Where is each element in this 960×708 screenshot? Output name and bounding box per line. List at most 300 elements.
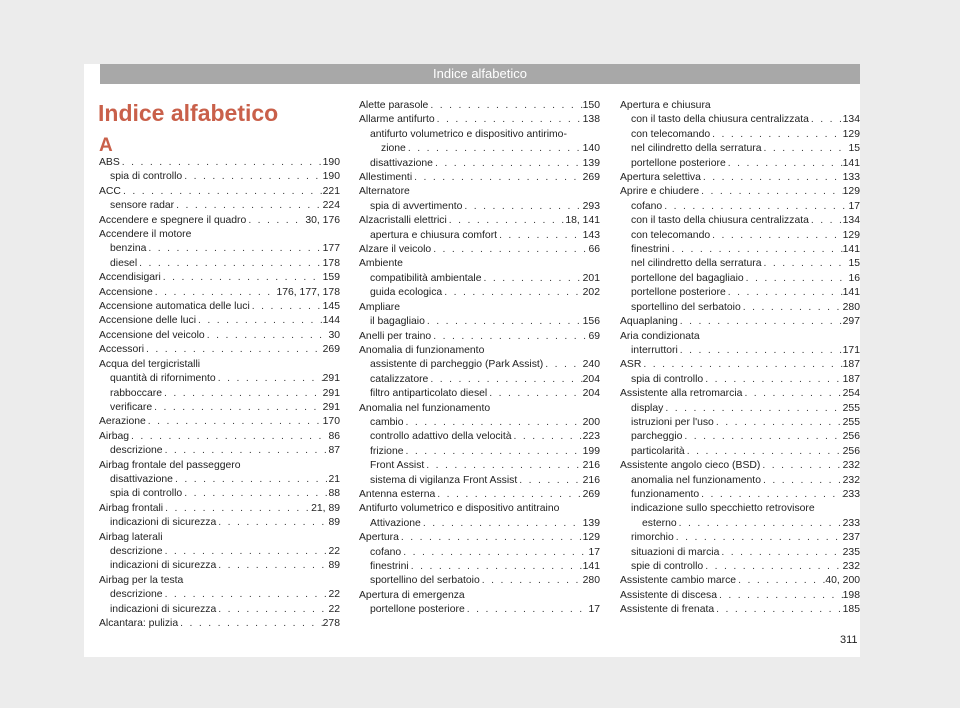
dot-leader xyxy=(701,171,843,185)
index-entry xyxy=(359,257,600,271)
dot-leader xyxy=(726,157,843,171)
entry-page-ref: 88 xyxy=(328,488,340,500)
index-entry xyxy=(359,402,600,416)
dot-leader xyxy=(246,214,305,228)
index-entry xyxy=(359,330,600,344)
index-entry xyxy=(359,301,600,315)
dot-leader xyxy=(162,387,323,401)
entry-page-ref: 185 xyxy=(842,604,860,616)
entry-page-ref: 87 xyxy=(328,445,340,457)
entry-term: guida ecologica xyxy=(370,287,443,299)
dot-leader xyxy=(163,502,311,516)
dot-leader xyxy=(678,315,843,329)
dot-leader xyxy=(714,603,843,617)
dot-leader xyxy=(435,113,583,127)
dot-leader xyxy=(717,589,843,603)
dot-leader xyxy=(196,314,323,328)
entry-page-ref: 269 xyxy=(322,344,340,356)
entry-term: Alternatore xyxy=(359,186,410,198)
index-entry xyxy=(99,343,340,357)
entry-term: il bagagliaio xyxy=(370,316,425,328)
entry-page-ref: 86 xyxy=(328,430,340,442)
index-subentry xyxy=(359,459,600,473)
index-subentry xyxy=(620,474,860,488)
entry-term: portellone posteriore xyxy=(370,604,465,616)
index-subentry xyxy=(359,574,600,588)
index-entry xyxy=(359,185,600,199)
entry-term: zione xyxy=(381,143,406,155)
entry-term: portellone del bagagliaio xyxy=(631,272,744,284)
entry-term: Accensione xyxy=(99,286,153,298)
dot-leader xyxy=(424,459,582,473)
dot-leader xyxy=(421,517,583,531)
entry-term: istruzioni per l'uso xyxy=(631,416,714,428)
entry-page-ref: 224 xyxy=(322,200,340,212)
entry-term: nel cilindretto della serratura xyxy=(631,258,762,270)
index-entry xyxy=(99,228,340,242)
entry-term: verificare xyxy=(110,401,153,413)
entry-term: Ampliare xyxy=(359,301,400,313)
entry-term: Aria condizionata xyxy=(620,330,700,342)
entry-term: cofano xyxy=(370,546,402,558)
dot-leader xyxy=(153,286,277,300)
index-entry xyxy=(99,502,340,516)
index-entry xyxy=(99,531,340,545)
index-entry xyxy=(359,171,600,185)
entry-page-ref: 233 xyxy=(842,488,860,500)
entry-term: Aprire e chiudere xyxy=(620,186,700,198)
entry-term: parcheggio xyxy=(631,431,683,443)
index-entry xyxy=(99,358,340,372)
index-subentry xyxy=(620,430,860,444)
entry-term: Airbag frontale del passeggero xyxy=(99,459,241,471)
dot-leader xyxy=(543,358,582,372)
dot-leader xyxy=(699,488,842,502)
entry-term: Ambiente xyxy=(359,258,403,270)
entry-term: descrizione xyxy=(110,545,163,557)
entry-term: Accensione automatica delle luci xyxy=(99,301,250,313)
index-subentry xyxy=(359,603,600,617)
dot-leader xyxy=(487,387,582,401)
entry-page-ref: 140 xyxy=(582,143,600,155)
entry-page-ref: 293 xyxy=(582,200,600,212)
dot-leader xyxy=(404,445,583,459)
dot-leader xyxy=(703,560,842,574)
dot-leader xyxy=(431,243,588,257)
index-entry xyxy=(620,603,860,617)
entry-page-ref: 22 xyxy=(328,545,340,557)
index-subentry xyxy=(359,373,600,387)
entry-term: descrizione xyxy=(110,589,163,601)
index-entry xyxy=(99,185,340,199)
index-entry xyxy=(359,99,600,113)
index-entry xyxy=(359,344,600,358)
index-subentry xyxy=(359,517,600,531)
entry-term: Accendere il motore xyxy=(99,229,192,241)
dot-leader xyxy=(809,214,843,228)
dot-leader xyxy=(182,487,328,501)
index-subentry xyxy=(359,128,600,142)
index-subentry xyxy=(620,128,860,142)
entry-term: sportellino del serbatoio xyxy=(631,301,741,313)
entry-term: Assistente di discesa xyxy=(620,589,718,601)
index-subentry xyxy=(359,272,600,286)
dot-leader xyxy=(401,546,588,560)
entry-term: cambio xyxy=(370,416,404,428)
index-entry xyxy=(99,214,340,228)
index-subentry xyxy=(620,286,860,300)
dot-leader xyxy=(682,430,842,444)
dot-leader xyxy=(736,574,825,588)
dot-leader xyxy=(137,257,323,271)
entry-page-ref: 200 xyxy=(582,416,600,428)
entry-page-ref: 134 xyxy=(842,114,860,126)
dot-leader xyxy=(497,229,583,243)
entry-page-ref: 15 xyxy=(848,143,860,155)
entry-term: Apertura selettiva xyxy=(620,172,701,184)
entry-term: ABS xyxy=(99,157,120,168)
entry-term: Assistente alla retromarcia xyxy=(620,388,743,400)
index-entry xyxy=(620,459,860,473)
dot-leader xyxy=(431,330,588,344)
dot-leader xyxy=(744,272,849,286)
dot-leader xyxy=(641,358,842,372)
entry-term: spia di avvertimento xyxy=(370,200,463,212)
entry-term: disattivazione xyxy=(370,157,433,169)
entry-term: Alzacristalli elettrici xyxy=(359,215,447,227)
index-subentry xyxy=(620,344,860,358)
entry-page-ref: 177 xyxy=(322,243,340,255)
index-subentry xyxy=(620,531,860,545)
index-entry xyxy=(99,574,340,588)
entry-page-ref: 16 xyxy=(848,272,860,284)
index-subentry xyxy=(620,502,860,516)
dot-leader xyxy=(760,459,842,473)
entry-term: indicazioni di sicurezza xyxy=(110,517,217,529)
dot-leader xyxy=(435,488,582,502)
dot-leader xyxy=(809,113,843,127)
index-subentry xyxy=(99,516,340,530)
entry-page-ref: 255 xyxy=(842,402,860,414)
entry-page-ref: 17 xyxy=(848,200,860,212)
dot-leader xyxy=(428,373,582,387)
index-subentry xyxy=(359,387,600,401)
entry-term: sensore radar xyxy=(110,200,175,212)
index-subentry xyxy=(359,286,600,300)
entry-term: Accensione del veicolo xyxy=(99,329,205,341)
entry-page-ref: 30, 176 xyxy=(305,214,340,226)
dot-leader xyxy=(412,171,583,185)
entry-term: Apertura di emergenza xyxy=(359,589,465,601)
dot-leader xyxy=(678,344,843,358)
entry-page-ref: 291 xyxy=(322,401,340,413)
index-subentry xyxy=(359,416,600,430)
entry-term: sistema di vigilanza Front Assist xyxy=(370,474,518,486)
index-entry xyxy=(620,358,860,372)
entry-page-ref: 89 xyxy=(328,517,340,529)
index-subentry xyxy=(620,157,860,171)
entry-term: Aquaplaning xyxy=(620,316,678,328)
entry-term: descrizione xyxy=(110,445,163,457)
entry-page-ref: 223 xyxy=(582,431,600,443)
entry-page-ref: 291 xyxy=(322,373,340,385)
entry-term: anomalia nel funzionamento xyxy=(631,474,761,486)
dot-leader xyxy=(719,546,842,560)
dot-leader xyxy=(741,301,843,315)
index-subentry xyxy=(620,517,860,531)
index-subentry xyxy=(620,257,860,271)
index-subentry xyxy=(620,301,860,315)
index-entry xyxy=(99,271,340,285)
entry-term: spia di controllo xyxy=(110,171,183,183)
index-subentry xyxy=(99,545,340,559)
entry-term: Assistente angolo cieco (BSD) xyxy=(620,460,761,472)
entry-page-ref: 141 xyxy=(842,244,860,256)
entry-page-ref: 198 xyxy=(842,589,860,601)
dot-leader xyxy=(161,271,323,285)
dot-leader xyxy=(174,199,323,213)
entry-page-ref: 170 xyxy=(322,416,340,428)
entry-page-ref: 233 xyxy=(842,517,860,529)
page-title: Indice alfabetico xyxy=(98,100,279,126)
dot-leader xyxy=(163,444,329,458)
entry-term: finestrini xyxy=(631,244,670,256)
dot-leader xyxy=(163,588,329,602)
entry-term: particolarità xyxy=(631,445,685,457)
index-entry xyxy=(99,329,340,343)
dot-leader xyxy=(173,473,328,487)
entry-page-ref: 256 xyxy=(842,431,860,443)
entry-page-ref: 204 xyxy=(582,373,600,385)
dot-leader xyxy=(121,185,323,199)
index-entry xyxy=(99,459,340,473)
entry-page-ref: 133 xyxy=(842,172,860,184)
dot-leader xyxy=(710,229,843,243)
running-header: Indice alfabetico xyxy=(100,64,860,84)
index-entry xyxy=(359,214,600,228)
index-subentry xyxy=(620,229,860,243)
entry-page-ref: 89 xyxy=(328,560,340,572)
entry-page-ref: 30 xyxy=(328,329,340,341)
index-subentry xyxy=(359,315,600,329)
dot-leader xyxy=(425,315,583,329)
entry-page-ref: 232 xyxy=(842,561,860,572)
entry-page-ref: 69 xyxy=(588,330,600,342)
index-entry xyxy=(359,488,600,502)
entry-page-ref: 291 xyxy=(322,387,340,399)
entry-term: Acqua del tergicristalli xyxy=(99,358,201,370)
dot-leader xyxy=(462,200,582,214)
index-entry xyxy=(620,185,860,199)
index-entry xyxy=(99,300,340,314)
entry-term: Aerazione xyxy=(99,416,146,428)
entry-term: rimorchio xyxy=(631,532,674,544)
entry-page-ref: 178 xyxy=(322,257,340,269)
entry-page-ref: 18, 141 xyxy=(565,215,600,227)
entry-term: Accensione delle luci xyxy=(99,315,197,327)
entry-term: rabboccare xyxy=(110,387,162,399)
entry-term: Airbag xyxy=(99,430,130,442)
dot-leader xyxy=(726,286,843,300)
entry-term: Airbag laterali xyxy=(99,531,163,543)
entry-page-ref: 187 xyxy=(842,359,860,371)
entry-page-ref: 190 xyxy=(322,157,340,168)
index-subentry xyxy=(99,487,340,501)
entry-page-ref: 240 xyxy=(582,359,600,371)
index-subentry xyxy=(359,229,600,243)
entry-page-ref: 139 xyxy=(582,517,600,529)
entry-term: catalizzatore xyxy=(370,373,429,385)
dot-leader xyxy=(406,142,583,156)
entry-term: Apertura e chiusura xyxy=(620,100,711,111)
entry-term: esterno xyxy=(642,517,677,529)
entry-term: Anomalia nel funzionamento xyxy=(359,402,491,414)
index-entry xyxy=(99,415,340,429)
dot-leader xyxy=(465,603,589,617)
index-subentry xyxy=(99,444,340,458)
page-number: 311 xyxy=(840,634,858,646)
dot-leader xyxy=(674,531,843,545)
entry-term: spia di controllo xyxy=(110,488,183,500)
dot-leader xyxy=(163,545,329,559)
dot-leader xyxy=(129,430,328,444)
entry-page-ref: 278 xyxy=(322,618,340,629)
entry-page-ref: 141 xyxy=(842,157,860,169)
entry-page-ref: 176, 177, 178 xyxy=(276,286,340,298)
index-entry xyxy=(99,617,340,631)
entry-term: Alcantara: pulizia xyxy=(99,618,179,629)
entry-term: Antifurto volumetrico e dispositivo antitraino xyxy=(359,503,560,515)
index-entry xyxy=(359,531,600,545)
index-entry xyxy=(620,574,860,588)
dot-leader xyxy=(152,401,323,415)
index-subentry xyxy=(620,214,860,228)
entry-page-ref: 21 xyxy=(328,473,340,485)
index-entry xyxy=(359,589,600,603)
entry-term: filtro antiparticolato diesel xyxy=(370,388,488,400)
index-entry xyxy=(359,502,600,516)
entry-term: Accendere e spegnere il quadro xyxy=(99,214,247,226)
entry-page-ref: 129 xyxy=(842,229,860,241)
entry-term: Apertura xyxy=(359,532,399,544)
index-subentry xyxy=(99,199,340,213)
entry-term: Assistente cambio marce xyxy=(620,575,737,587)
entry-term: compatibilità ambientale xyxy=(370,272,482,284)
entry-term: assistente di parcheggio (Park Assist) xyxy=(370,359,544,371)
entry-term: Accendisigari xyxy=(99,272,161,284)
dot-leader xyxy=(512,430,583,444)
index-column-1 xyxy=(99,156,340,631)
dot-leader xyxy=(703,373,842,387)
entry-page-ref: 17 xyxy=(588,546,600,558)
entry-page-ref: 221 xyxy=(322,185,340,197)
entry-term: Assistente di frenata xyxy=(620,604,715,616)
dot-leader xyxy=(216,559,328,573)
dot-leader xyxy=(216,516,328,530)
entry-page-ref: 141 xyxy=(842,287,860,299)
entry-page-ref: 138 xyxy=(582,114,600,126)
entry-term: indicazione sullo specchietto retrovisore xyxy=(631,503,815,515)
index-column-3 xyxy=(620,99,860,618)
index-subentry xyxy=(620,445,860,459)
entry-term: indicazioni di sicurezza xyxy=(110,603,217,615)
index-subentry xyxy=(620,373,860,387)
entry-term: controllo adattivo della velocità xyxy=(370,431,512,443)
entry-page-ref: 22 xyxy=(328,603,340,615)
entry-page-ref: 129 xyxy=(842,128,860,140)
entry-term: indicazioni di sicurezza xyxy=(110,560,217,572)
entry-term: con telecomando xyxy=(631,128,711,140)
index-subentry xyxy=(359,546,600,560)
entry-term: Anelli per traino xyxy=(359,330,432,342)
entry-term: Anomalia di funzionamento xyxy=(359,344,485,356)
dot-leader xyxy=(481,272,582,286)
entry-term: Airbag frontali xyxy=(99,502,164,514)
index-entry xyxy=(620,315,860,329)
dot-leader xyxy=(517,474,582,488)
entry-page-ref: 156 xyxy=(582,316,600,328)
dot-leader xyxy=(144,343,323,357)
index-entry xyxy=(359,243,600,257)
entry-page-ref: 201 xyxy=(582,272,600,284)
dot-leader xyxy=(216,372,323,386)
index-subentry xyxy=(99,170,340,184)
index-subentry xyxy=(99,242,340,256)
entry-page-ref: 256 xyxy=(842,445,860,457)
dot-leader xyxy=(442,286,582,300)
entry-term: finestrini xyxy=(370,561,409,572)
entry-page-ref: 204 xyxy=(582,388,600,400)
entry-page-ref: 216 xyxy=(582,460,600,472)
entry-page-ref: 143 xyxy=(582,229,600,241)
entry-page-ref: 280 xyxy=(582,575,600,587)
index-entry xyxy=(620,99,860,113)
dot-leader xyxy=(404,416,583,430)
entry-page-ref: 134 xyxy=(842,215,860,227)
entry-page-ref: 269 xyxy=(582,488,600,500)
index-subentry xyxy=(99,401,340,415)
index-entry xyxy=(359,113,600,127)
entry-term: Antenna esterna xyxy=(359,488,436,500)
section-letter: A xyxy=(99,135,113,156)
entry-term: con il tasto della chiusura centralizzata xyxy=(631,114,809,126)
dot-leader xyxy=(480,574,583,588)
entry-page-ref: 280 xyxy=(842,301,860,313)
entry-page-ref: 17 xyxy=(588,604,600,616)
entry-term: interruttori xyxy=(631,344,678,356)
index-subentry xyxy=(359,445,600,459)
index-entry xyxy=(99,430,340,444)
index-subentry xyxy=(99,387,340,401)
entry-page-ref: 269 xyxy=(582,172,600,184)
entry-page-ref: 144 xyxy=(322,315,340,327)
entry-term: diesel xyxy=(110,257,138,269)
entry-page-ref: 139 xyxy=(582,157,600,169)
dot-leader xyxy=(250,300,323,314)
dot-leader xyxy=(714,416,843,430)
dot-leader xyxy=(662,200,848,214)
dot-leader xyxy=(447,214,566,228)
entry-term: con telecomando xyxy=(631,229,711,241)
entry-term: disattivazione xyxy=(110,473,173,485)
entry-page-ref: 159 xyxy=(322,272,340,284)
entry-term: portellone posteriore xyxy=(631,287,726,299)
index-entry xyxy=(99,314,340,328)
dot-leader xyxy=(663,402,842,416)
index-subentry xyxy=(620,142,860,156)
index-subentry xyxy=(99,603,340,617)
entry-page-ref: 129 xyxy=(582,532,600,544)
